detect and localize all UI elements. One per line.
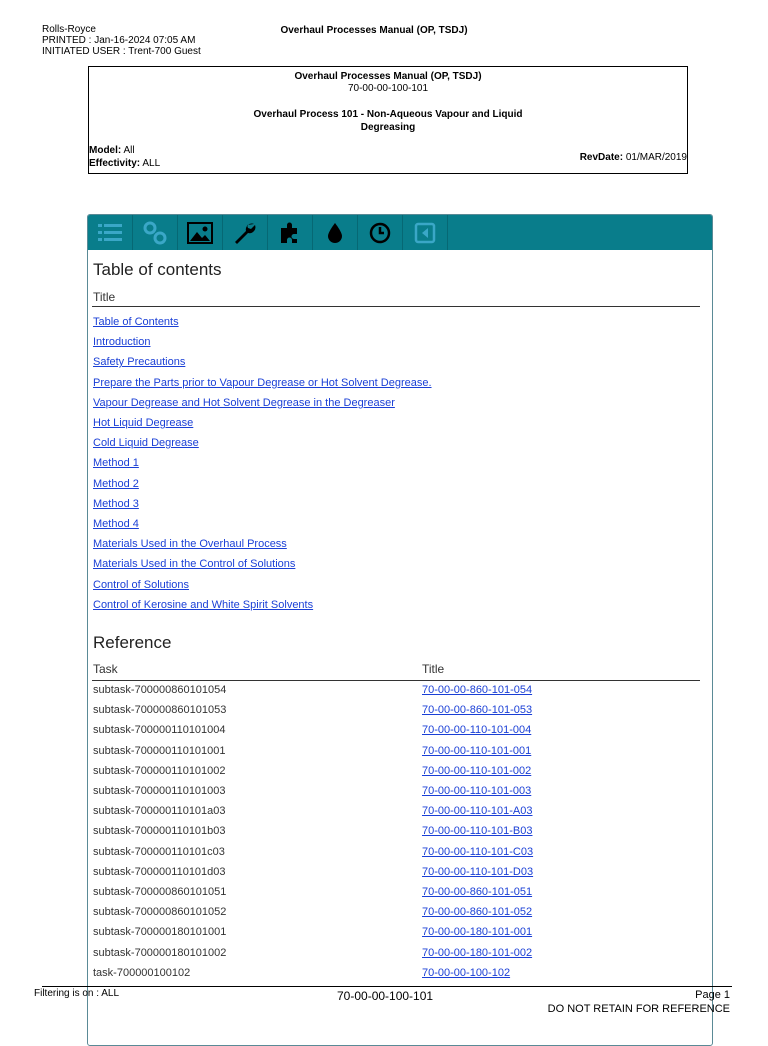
table-row (88, 886, 712, 906)
toc-link[interactable]: Method 1 (93, 457, 139, 470)
table-row (88, 724, 712, 744)
model-effectivity (89, 144, 160, 170)
toc-link[interactable]: Safety Precautions (93, 356, 186, 369)
table-row (88, 785, 712, 805)
image-icon (187, 222, 213, 244)
wrench-icon (233, 221, 257, 245)
reference-title-link[interactable]: 70-00-00-860-101-051 (422, 886, 533, 898)
model-line (89, 144, 160, 157)
reference-title-link[interactable]: 70-00-00-110-101-B03 (422, 825, 533, 838)
tools-button[interactable] (223, 215, 268, 250)
revdate-value: 01/MAR/2019 (625, 152, 687, 163)
reference-title-link[interactable]: 70-00-00-860-101-053 (422, 704, 533, 717)
process-title-line1: Overhaul Process 101 - Non-Aqueous Vapour and Liquid (253, 109, 523, 120)
links-button[interactable] (133, 215, 178, 250)
reference-task-id: subtask-700000110101b03 (93, 825, 226, 838)
page-number: Page 1 (695, 989, 730, 1001)
model-value: All (123, 145, 135, 156)
reference-title-link[interactable]: 70-00-00-110-101-001 (422, 744, 532, 757)
figures-button[interactable] (178, 215, 223, 250)
reference-title-link[interactable]: 70-00-00-180-101-001 (422, 926, 533, 939)
footer-rule (42, 986, 732, 987)
reference-task-id: subtask-700000860101054 (93, 684, 227, 696)
table-row (88, 805, 712, 825)
reference-task-id: subtask-700000180101002 (93, 946, 227, 959)
toc-link[interactable]: Table of Contents (93, 316, 179, 328)
reference-column-task: Task (93, 662, 118, 676)
retention-notice: DO NOT RETAIN FOR REFERENCE (547, 1003, 730, 1015)
toc-link[interactable]: Method 4 (93, 518, 139, 530)
reference-task-id: subtask-700000110101004 (93, 724, 226, 737)
reference-title-link[interactable]: 70-00-00-860-101-054 (422, 684, 533, 696)
effectivity-line (89, 157, 160, 170)
table-row (88, 967, 712, 987)
toc-link[interactable]: Prepare the Parts prior to Vapour Degrease or Hot Solvent Degrease. (93, 376, 432, 389)
puzzle-icon (278, 221, 302, 245)
back-icon (414, 222, 436, 244)
toc-link[interactable]: Method 2 (93, 477, 139, 490)
reference-task-id: subtask-700000860101053 (93, 704, 227, 717)
doc-number: 70-00-00-100-101 (347, 83, 429, 94)
page-header-title: Overhaul Processes Manual (OP, TSDJ) (280, 25, 468, 36)
toc-link[interactable]: Control of Solutions (93, 578, 189, 591)
table-row (88, 866, 712, 886)
link-icon (143, 221, 167, 245)
toc-link[interactable]: Hot Liquid Degrease (93, 417, 194, 429)
consumables-button[interactable] (313, 215, 358, 250)
footer-doc-number: 70-00-00-100-101 (337, 989, 434, 1003)
company-name: Rolls-Royce (42, 24, 96, 35)
reference-task-id: subtask-700000110101003 (93, 785, 226, 797)
toc-link[interactable]: Vapour Degrease and Hot Solvent Degrease in the Degreaser (93, 396, 395, 409)
reference-title-link[interactable]: 70-00-00-110-101-D03 (422, 865, 534, 878)
toc-link[interactable]: Control of Kerosine and White Spirit Solvents (93, 598, 314, 611)
drop-icon (327, 222, 343, 244)
reference-title-link[interactable]: 70-00-00-110-101-A03 (422, 805, 533, 818)
reference-task-id: task-700000100102 (93, 966, 191, 979)
toc-link[interactable]: Cold Liquid Degrease (93, 437, 199, 450)
history-button[interactable] (358, 215, 403, 250)
reference-header-rule (92, 680, 700, 681)
reference-title-link[interactable]: 70-00-00-860-101-052 (422, 906, 533, 919)
reference-task-id: subtask-700000110101a03 (93, 805, 226, 818)
table-row (88, 765, 712, 785)
reference-heading: Reference (93, 633, 172, 652)
printed-date: PRINTED : Jan-16-2024 07:05 AM (42, 35, 196, 46)
reference-title-link[interactable]: 70-00-00-110-101-004 (422, 724, 532, 737)
toc-header-rule (92, 306, 700, 307)
revdate-label: RevDate: (579, 152, 624, 163)
toc-link[interactable]: Materials Used in the Overhaul Process (93, 538, 287, 551)
revdate (580, 152, 687, 163)
table-row (88, 906, 712, 926)
process-title-line2: Degreasing (360, 122, 416, 133)
list-icon (98, 223, 122, 243)
table-row (88, 846, 712, 866)
toc-button[interactable] (88, 215, 133, 250)
toc-column-title: Title (93, 290, 116, 304)
toc-heading: Table of contents (93, 260, 222, 279)
table-row (88, 926, 712, 946)
reference-task-id: subtask-700000110101002 (93, 764, 226, 777)
reference-task-id: subtask-700000860101052 (93, 906, 227, 919)
initiated-user: INITIATED USER : Trent-700 Guest (42, 46, 201, 57)
back-button[interactable] (403, 215, 448, 250)
document-info-box (88, 66, 688, 174)
process-title (89, 108, 687, 134)
effectivity-value: ALL (142, 158, 161, 169)
table-row (88, 825, 712, 845)
reference-task-id: subtask-700000110101d03 (93, 865, 226, 878)
reference-task-id: subtask-700000110101c03 (93, 845, 225, 858)
reference-title-link[interactable]: 70-00-00-110-101-002 (422, 764, 532, 777)
toc-link[interactable]: Materials Used in the Control of Solutions (93, 558, 296, 571)
toc-link[interactable]: Method 3 (93, 497, 139, 510)
toolbar (88, 215, 712, 250)
toc-link[interactable]: Introduction (93, 336, 151, 349)
content-panel (87, 214, 713, 1046)
table-row (88, 684, 712, 704)
reference-title-link[interactable]: 70-00-00-180-101-002 (422, 946, 533, 959)
clock-icon (369, 222, 391, 244)
reference-title-link[interactable]: 70-00-00-110-101-C03 (422, 845, 534, 858)
reference-task-id: subtask-700000860101051 (93, 886, 227, 898)
reference-task-id: subtask-700000180101001 (93, 926, 227, 939)
effectivity-label: Effectivity: (89, 158, 141, 169)
reference-task-id: subtask-700000110101001 (93, 744, 226, 757)
model-label: Model: (89, 145, 122, 156)
table-row (88, 745, 712, 765)
filter-status: Filtering is on : ALL (34, 988, 120, 999)
parts-button[interactable] (268, 215, 313, 250)
table-row (88, 947, 712, 967)
reference-title-link[interactable]: 70-00-00-100-102 (422, 966, 511, 979)
reference-column-title: Title (422, 662, 445, 676)
table-row (88, 704, 712, 724)
reference-title-link[interactable]: 70-00-00-110-101-003 (422, 785, 532, 797)
manual-title: Overhaul Processes Manual (OP, TSDJ) (294, 71, 482, 82)
